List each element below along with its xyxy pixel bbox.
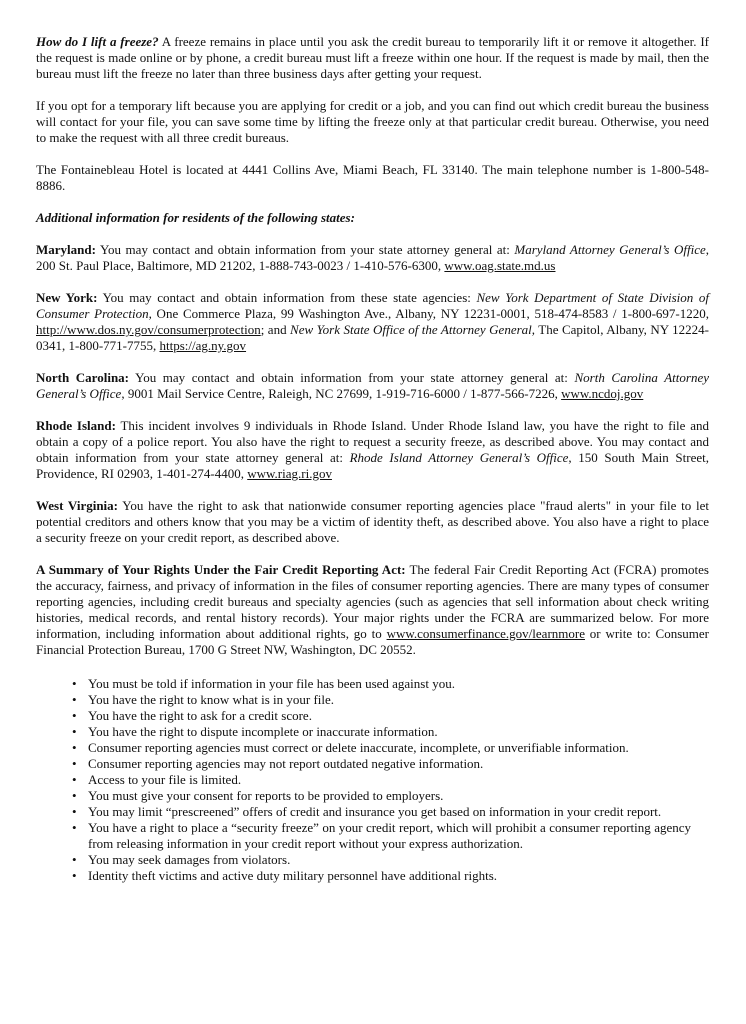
fcra-link[interactable]: www.consumerfinance.gov/learnmore xyxy=(386,626,585,641)
new-york-agency-1: New York Department of State Division of Consumer Protection, xyxy=(36,290,709,321)
maryland-label: Maryland: xyxy=(36,242,96,257)
rights-list-item: • You must be told if information in your file has been used against you. xyxy=(88,676,691,692)
rights-list-item: • You may limit “prescreened” offers of credit and insurance you get based on information in your credit report. xyxy=(88,804,691,820)
rights-list-item: • You must give your consent for reports to be provided to employers. xyxy=(88,788,691,804)
maryland-address: , 200 St. Paul Place, Baltimore, MD 21202, 1-888-743-0023 / 1-410-576-6300, xyxy=(36,242,709,273)
rhode-island-address: , 150 South Main Street, Providence, RI 02903, 1-401-274-4400, xyxy=(36,450,709,481)
fcra-text: The federal Fair Credit Reporting Act (FCRA) promotes the accuracy, fairness, and privacy of information in the files of consumer reporting agencies. There are many types of consumer reporting agencies, including credit bureaus and specialty agencies (such as agencies that sell information about check writing histories, medical records, and rental history records). Your major rights under the FCRA are summarized below. For more information, including information about additional rights, go to xyxy=(36,562,709,641)
rhode-island-label: Rhode Island: xyxy=(36,418,116,433)
new-york-agency-2: New York State Office of the Attorney General, xyxy=(290,322,536,337)
fcra-paragraph xyxy=(36,562,709,658)
hotel-paragraph: The Fontainebleau Hotel is located at 4441 Collins Ave, Miami Beach, FL 33140. The main telephone number is 1-800-548-8886. xyxy=(36,162,709,193)
additional-info-heading: Additional information for residents of the following states: xyxy=(36,210,355,225)
new-york-link-2[interactable]: https://ag.ny.gov xyxy=(159,338,247,353)
rhode-island-paragraph xyxy=(36,418,709,482)
rhode-island-text: This incident involves 9 individuals in Rhode Island. Under Rhode Island law, you have the right to file and obtain a copy of a police report. You also have the right to request a security freeze, as described above. You may contact and obtain information from your state attorney general at: xyxy=(36,418,709,465)
rights-list xyxy=(36,676,709,884)
north-carolina-text: You may contact and obtain information from your state attorney general at: xyxy=(129,370,575,385)
new-york-address-2: The Capitol, Albany, NY 12224-0341, 1-800-771-7755, xyxy=(36,322,709,353)
freeze-text: A freeze remains in place until you ask the credit bureau to temporarily lift it or remove it altogether. If the request is made online or by phone, a credit bureau must lift a freeze within one hour. If the request is made by mail, then the bureau must lift the freeze no later than three business days after getting your request. xyxy=(36,34,710,81)
rights-list-item: • You have the right to know what is in your file. xyxy=(88,692,691,708)
new-york-address-1: One Commerce Plaza, 99 Washington Ave., Albany, NY 12231-0001, 518-474-8583 / 1-800-697-1220, xyxy=(151,306,709,321)
temporary-lift-paragraph: If you opt for a temporary lift because you are applying for credit or a job, and you can find out which credit bureau the business will contact for your file, you can save some time by lifting the freeze only at that particular credit bureau. Otherwise, you need to make the request with all three credit bureaus. xyxy=(36,98,709,145)
rights-list-item: • You have the right to dispute incomplete or inaccurate information. xyxy=(88,724,691,740)
maryland-link[interactable]: www.oag.state.md.us xyxy=(444,258,556,273)
maryland-text: You may contact and obtain information from your state attorney general at: xyxy=(95,242,515,257)
rights-list-item: • You have a right to place a “security freeze” on your credit report, which will prohibit a consumer reporting agency from releasing information in your credit report without your express authorization. xyxy=(88,820,691,852)
fcra-tail: or write to: Consumer Financial Protection Bureau, 1700 G Street NW, Washington, DC 20552. xyxy=(36,626,709,657)
north-carolina-paragraph xyxy=(36,370,709,402)
new-york-paragraph xyxy=(36,290,709,354)
new-york-link-1[interactable]: http://www.dos.ny.gov/consumerprotection xyxy=(36,322,261,337)
west-virginia-paragraph xyxy=(36,498,709,546)
freeze-heading: How do I lift a freeze? xyxy=(36,34,159,49)
freeze-paragraph xyxy=(36,34,709,82)
rhode-island-agency: Rhode Island Attorney General’s Office xyxy=(349,450,569,465)
north-carolina-address: , 9001 Mail Service Centre, Raleigh, NC 27699, 1-919-716-6000 / 1-877-566-7226, xyxy=(121,386,562,401)
north-carolina-agency: North Carolina Attorney General’s Office xyxy=(36,370,710,401)
north-carolina-link[interactable]: www.ncdoj.gov xyxy=(561,386,644,401)
new-york-joiner: ; and xyxy=(260,322,291,337)
maryland-agency: Maryland Attorney General’s Office xyxy=(514,242,706,257)
west-virginia-text: You have the right to ask that nationwide consumer reporting agencies place "fraud alerts" in your file to let potential creditors and others know that you may be a victim of identity theft, as described above. You also have a right to place a security freeze on your credit report, as described above. xyxy=(36,498,709,545)
new-york-label: New York: xyxy=(36,290,98,305)
north-carolina-label: North Carolina: xyxy=(36,370,130,385)
maryland-paragraph xyxy=(36,242,709,274)
west-virginia-label: West Virginia: xyxy=(36,498,119,513)
rights-list-item: • Consumer reporting agencies must correct or delete inaccurate, incomplete, or unverifiable information. xyxy=(88,740,691,756)
rhode-island-link[interactable]: www.riag.ri.gov xyxy=(247,466,332,481)
rights-list-item: • You may seek damages from violators. xyxy=(88,852,691,868)
rights-list-item: • You have the right to ask for a credit score. xyxy=(88,708,691,724)
fcra-label: A Summary of Your Rights Under the Fair Credit Reporting Act: xyxy=(36,562,406,577)
rights-list-item: • Consumer reporting agencies may not report outdated negative information. xyxy=(88,756,691,772)
rights-list-item: • Access to your file is limited. xyxy=(88,772,691,788)
rights-list-item: • Identity theft victims and active duty military personnel have additional rights. xyxy=(88,868,691,884)
new-york-text: You may contact and obtain information from these state agencies: xyxy=(97,290,477,305)
